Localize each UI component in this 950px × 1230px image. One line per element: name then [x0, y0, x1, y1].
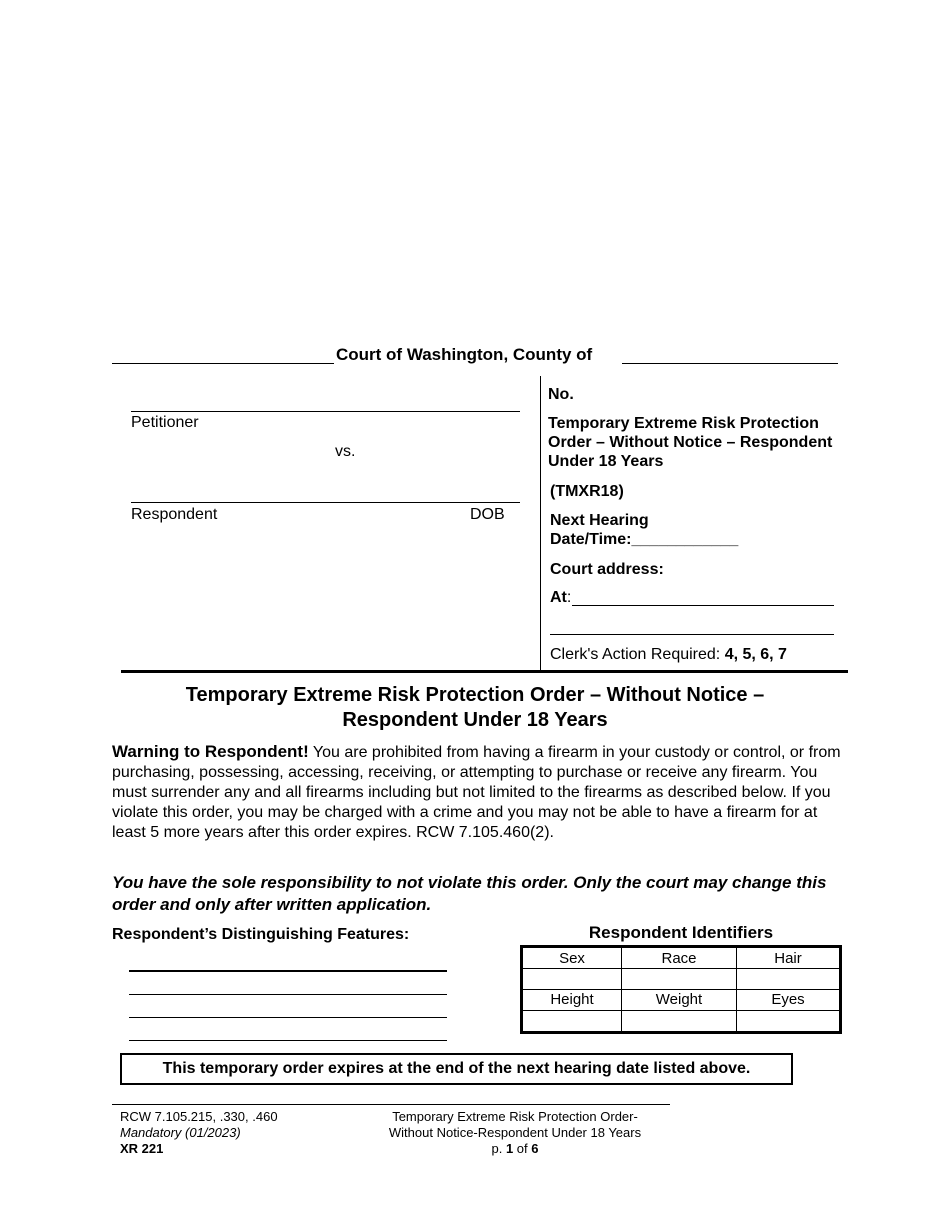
footer-form-number: XR 221 [120, 1141, 164, 1156]
court-address-line-1[interactable] [572, 605, 834, 606]
page-current: 1 [505, 1141, 514, 1156]
footer-title-line-2: Without Notice-Respondent Under 18 Years [388, 1125, 642, 1140]
vs-label: vs. [335, 443, 356, 460]
eyes-header: Eyes [737, 989, 841, 1010]
sex-value-cell[interactable] [522, 969, 622, 990]
table-row [522, 947, 841, 969]
expiration-notice: This temporary order expires at the end of the next hearing date listed above. [162, 1060, 751, 1077]
at-label-colon: : [566, 589, 572, 606]
respondent-identifiers-table [520, 945, 842, 1034]
page-total: 6 [531, 1141, 539, 1156]
footer-left [120, 1109, 278, 1157]
next-hearing-label: Next Hearing [550, 512, 649, 529]
features-line[interactable] [129, 1017, 447, 1018]
next-hearing-datetime[interactable]: Date/Time:____________ [550, 531, 739, 548]
case-number-label: No. [548, 386, 574, 403]
page-of: of [513, 1141, 532, 1156]
page-title-line-1: Temporary Extreme Risk Protection Order – Without Notice – [185, 684, 765, 706]
court-address-line-2[interactable] [550, 634, 834, 635]
distinguishing-features-label: Respondent’s Distinguishing Features: [112, 926, 410, 943]
weight-value-cell[interactable] [622, 1010, 737, 1032]
court-address-label: Court address: [550, 561, 664, 578]
warning-body: You are prohibited from having a firearm in your custody or control, or from purchasing, possessing, accessing, receiving, or attempting to purchase or receive any firearm. You must surrender any and all firearms including but not limited to the firearms as described below. If you violate this order, you may be charged with a crime and you may not be able to have a firearm for at least 5 more years after this order expires. RCW 7.105.460(2). [112, 744, 841, 841]
table-row [522, 969, 841, 990]
footer-page-number [340, 1141, 690, 1157]
form-code: (TMXR18) [550, 483, 624, 500]
respondent-name-line[interactable] [131, 502, 520, 503]
respondent-identifiers-title: Respondent Identifiers [588, 923, 774, 942]
county-court-blank-line[interactable] [112, 363, 334, 364]
table-row [522, 989, 841, 1010]
hair-value-cell[interactable] [737, 969, 841, 990]
responsibility-notice: You have the sole responsibility to not violate this order. Only the court may change this order and only after written application. [112, 873, 827, 914]
features-line[interactable] [129, 994, 447, 995]
page-title-line-2: Respondent Under 18 Years [342, 709, 608, 731]
clerk-action-required [550, 646, 787, 664]
at-label [550, 588, 571, 607]
page-title [112, 683, 838, 733]
respondent-label: Respondent [131, 506, 218, 523]
caption-bottom-rule [121, 670, 848, 673]
features-line[interactable] [129, 970, 447, 972]
hair-header: Hair [737, 947, 841, 969]
eyes-value-cell[interactable] [737, 1010, 841, 1032]
county-blank-line[interactable] [622, 363, 838, 364]
sex-header: Sex [522, 947, 622, 969]
clerk-action-sections: 4, 5, 6, 7 [724, 646, 787, 663]
height-header: Height [522, 989, 622, 1010]
caption-divider [540, 376, 541, 670]
footer-title-line-1: Temporary Extreme Risk Protection Order- [392, 1109, 638, 1124]
race-header: Race [622, 947, 737, 969]
expiration-notice-box [120, 1053, 793, 1085]
warning-lead: Warning to Respondent! [112, 742, 309, 761]
at-label-text: At [550, 589, 567, 606]
table-row [522, 1010, 841, 1032]
court-caption: Court of Washington, County of [336, 345, 593, 364]
height-value-cell[interactable] [522, 1010, 622, 1032]
footer-center [340, 1109, 690, 1157]
features-line[interactable] [129, 1040, 447, 1041]
footer-rcw: RCW 7.105.215, .330, .460 [120, 1109, 278, 1124]
form-title-caption: Temporary Extreme Risk Protection Order – Without Notice – Respondent Under 18 Years [548, 415, 833, 470]
race-value-cell[interactable] [622, 969, 737, 990]
warning-paragraph [112, 742, 842, 843]
petitioner-label: Petitioner [131, 414, 199, 431]
page-prefix: p. [491, 1141, 506, 1156]
petitioner-name-line[interactable] [131, 411, 520, 412]
footer-rule [112, 1104, 670, 1105]
clerk-action-label: Clerk's Action Required: [550, 646, 725, 663]
footer-mandatory: Mandatory (01/2023) [120, 1125, 241, 1140]
next-hearing-field [550, 511, 738, 549]
dob-label: DOB [470, 506, 505, 523]
weight-header: Weight [622, 989, 737, 1010]
